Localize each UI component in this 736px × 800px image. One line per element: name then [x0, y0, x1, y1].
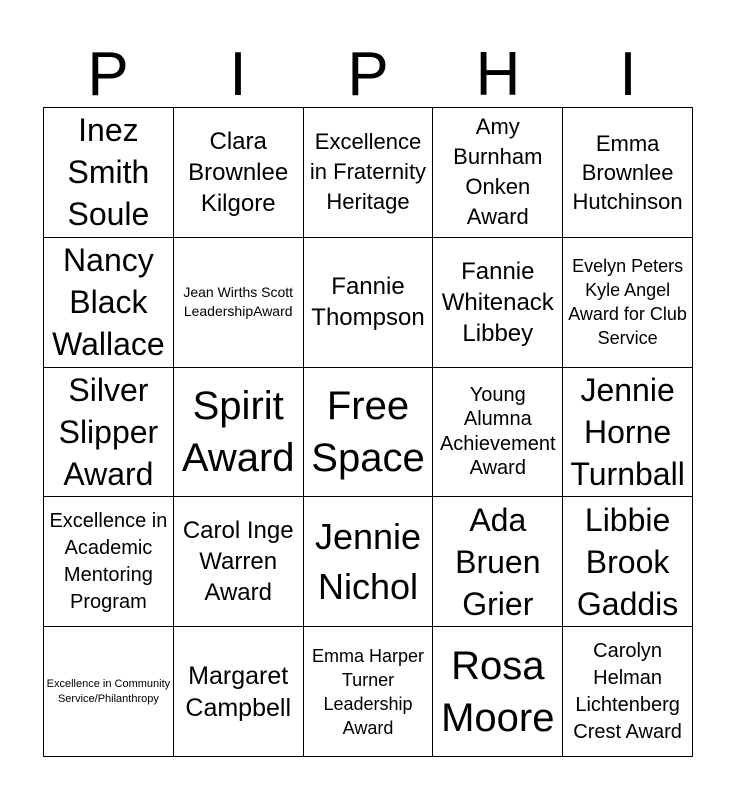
bingo-cell[interactable]: [563, 108, 693, 238]
cell-text: Carolyn Helman Lichtenberg Crest Award: [573, 639, 682, 743]
cell-text: Free Space: [311, 383, 425, 480]
bingo-cell[interactable]: [44, 497, 174, 627]
bingo-cell[interactable]: [174, 627, 304, 757]
cell-text: Emma Harper Turner Leadership Award: [311, 645, 424, 738]
bingo-cell[interactable]: [433, 627, 563, 757]
cell-text: Libbie Brook Gaddis: [576, 501, 679, 622]
cell-text: Nancy Black Wallace: [52, 242, 165, 363]
bingo-header: [43, 42, 693, 108]
bingo-cell[interactable]: [563, 627, 693, 757]
free-space-cell[interactable]: [304, 368, 434, 498]
cell-text: Amy Burnham Onken Award: [453, 114, 543, 230]
cell-text: Young Alumna Achievement Award: [439, 383, 556, 480]
bingo-cell[interactable]: [304, 627, 434, 757]
cell-text: Clara Brownlee Kilgore: [188, 127, 289, 217]
bingo-cell[interactable]: [433, 108, 563, 238]
header-letter: H: [475, 40, 521, 109]
bingo-cell[interactable]: [174, 497, 304, 627]
cell-text: Jennie Horne Turnball: [570, 372, 685, 492]
bingo-cell[interactable]: [433, 238, 563, 368]
cell-text: Ada Bruen Grier: [455, 501, 541, 622]
cell-text: Margaret Campbell: [185, 661, 291, 722]
bingo-cell[interactable]: [433, 497, 563, 627]
header-letter: P: [347, 40, 389, 109]
bingo-cell[interactable]: [433, 368, 563, 498]
bingo-card-grid: [43, 107, 693, 757]
cell-text: Spirit Award: [181, 383, 295, 480]
cell-text: Fannie Thompson: [311, 273, 425, 332]
bingo-cell[interactable]: [174, 368, 304, 498]
cell-text: Evelyn Peters Kyle Angel Award for Club Service: [568, 256, 687, 349]
header-letter: I: [229, 40, 247, 109]
cell-text: Excellence in Fraternity Heritage: [309, 129, 427, 215]
bingo-cell[interactable]: [304, 108, 434, 238]
bingo-cell[interactable]: [44, 368, 174, 498]
cell-text: Fannie Whitenack Libbey: [441, 257, 554, 347]
cell-text: Rosa Moore: [441, 643, 555, 740]
bingo-cell[interactable]: [174, 108, 304, 238]
header-letter: P: [87, 40, 129, 109]
bingo-cell[interactable]: [563, 497, 693, 627]
bingo-cell[interactable]: [44, 238, 174, 368]
cell-text: Jennie Nichol: [314, 515, 422, 607]
cell-text: Jean Wirths Scott LeadershipAward: [183, 284, 294, 320]
bingo-cell[interactable]: [44, 627, 174, 757]
cell-text: Excellence in Academic Mentoring Program: [49, 509, 168, 613]
bingo-cell[interactable]: [563, 368, 693, 498]
bingo-cell[interactable]: [563, 238, 693, 368]
bingo-cell[interactable]: [304, 238, 434, 368]
bingo-cell[interactable]: [304, 497, 434, 627]
cell-text: Excellence in Community Service/Philanthropy: [46, 677, 171, 705]
cell-text: Carol Inge Warren Award: [182, 517, 294, 607]
bingo-cell[interactable]: [44, 108, 174, 238]
header-letter: I: [619, 40, 637, 109]
cell-text: Silver Slipper Award: [58, 372, 159, 492]
cell-text: Emma Brownlee Hutchinson: [572, 130, 683, 214]
bingo-cell[interactable]: [174, 238, 304, 368]
cell-text: Inez Smith Soule: [67, 112, 150, 233]
